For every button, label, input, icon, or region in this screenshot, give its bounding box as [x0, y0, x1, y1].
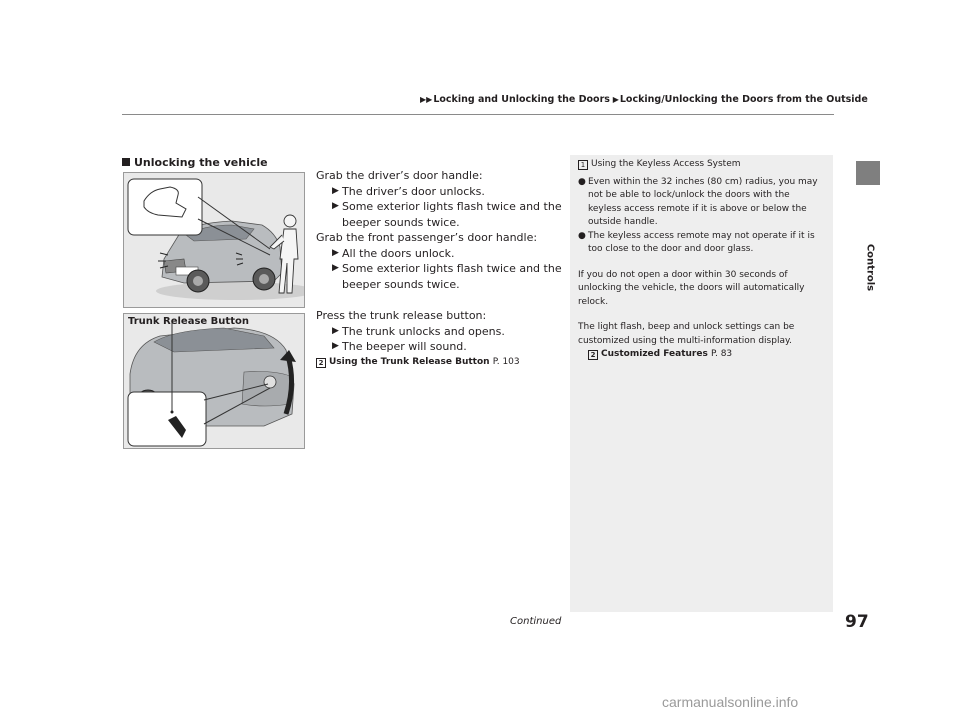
triangle-arrow-icon: ▶: [332, 201, 339, 211]
step-lead: Grab the driver’s door handle:: [316, 169, 483, 182]
square-bullet-icon: [122, 158, 130, 166]
step-result: ▶ All the doors unlock.: [332, 246, 455, 260]
breadcrumb-item: Locking and Unlocking the Doors: [433, 94, 610, 105]
step-result: ▶ The trunk unlocks and opens.: [332, 324, 505, 338]
breadcrumb-item: Locking/Unlocking the Doors from the Outside: [619, 94, 868, 105]
triangle-arrow-icon: ▶: [332, 341, 339, 351]
step-result: ▶ The driver’s door unlocks.: [332, 184, 485, 198]
cross-reference-link[interactable]: 2 Using the Trunk Release Button P. 103: [316, 355, 562, 371]
sidebar-paragraph: The light flash, beep and unlock settings can be customized using the multi-information display.: [578, 322, 795, 346]
trunk-release-illustration: [123, 313, 305, 449]
chapter-tab: [856, 161, 880, 185]
arrow-icon: ▶: [609, 95, 619, 104]
customized-features-link[interactable]: 2 Customized Features P. 83: [578, 348, 825, 362]
steps-trunk: [316, 308, 562, 370]
watermark: carmanualsonline.info: [662, 694, 799, 710]
door-handle-illustration: [123, 172, 305, 308]
sidebar-bullet: ● The keyless access remote may not operate if it is too close to the door and door glass.: [578, 230, 815, 254]
continued-label: Continued: [510, 616, 562, 627]
section-heading-text: Unlocking the vehicle: [134, 156, 268, 169]
step-lead: Grab the front passenger’s door handle:: [316, 231, 538, 244]
trunk-release-button-caption: Trunk Release Button: [128, 316, 249, 327]
step-result: ▶ Some exterior lights flash twice and the beeper sounds twice.: [332, 262, 562, 291]
page-number: 97: [845, 612, 869, 632]
step-lead: Press the trunk release button:: [316, 309, 487, 322]
section-heading: [122, 156, 268, 169]
step-result: ▶ The beeper will sound.: [332, 340, 467, 353]
car-front-illustration: [124, 173, 304, 307]
triangle-arrow-icon: ▶: [332, 325, 339, 336]
breadcrumb: [420, 94, 868, 105]
car-rear-illustration: [124, 314, 304, 448]
sidebar-title: 1 Using the Keyless Access System: [578, 158, 825, 172]
chapter-label: Controls: [864, 243, 876, 292]
reference-icon: 2: [316, 358, 326, 368]
sidebar-notes: [570, 155, 833, 612]
sidebar-paragraph: If you do not open a door within 30 seconds of unlocking the vehicle, the doors will automatically relock.: [578, 269, 805, 307]
note-icon: 1: [578, 160, 588, 170]
header-rule: [122, 114, 834, 115]
triangle-arrow-icon: ▶: [332, 247, 339, 258]
step-result: ▶ Some exterior lights flash twice and the beeper sounds twice.: [332, 200, 562, 229]
steps-door-handles: [316, 168, 562, 292]
double-arrow-icon: ▶▶: [420, 95, 433, 104]
triangle-arrow-icon: ▶: [332, 185, 339, 196]
triangle-arrow-icon: ▶: [332, 263, 339, 273]
reference-icon: 2: [588, 350, 598, 360]
sidebar-bullet: ● Even within the 32 inches (80 cm) radius, you may not be able to lock/unlock the doors with the keyless access remote if it is above or below the outside handle.: [578, 176, 818, 227]
